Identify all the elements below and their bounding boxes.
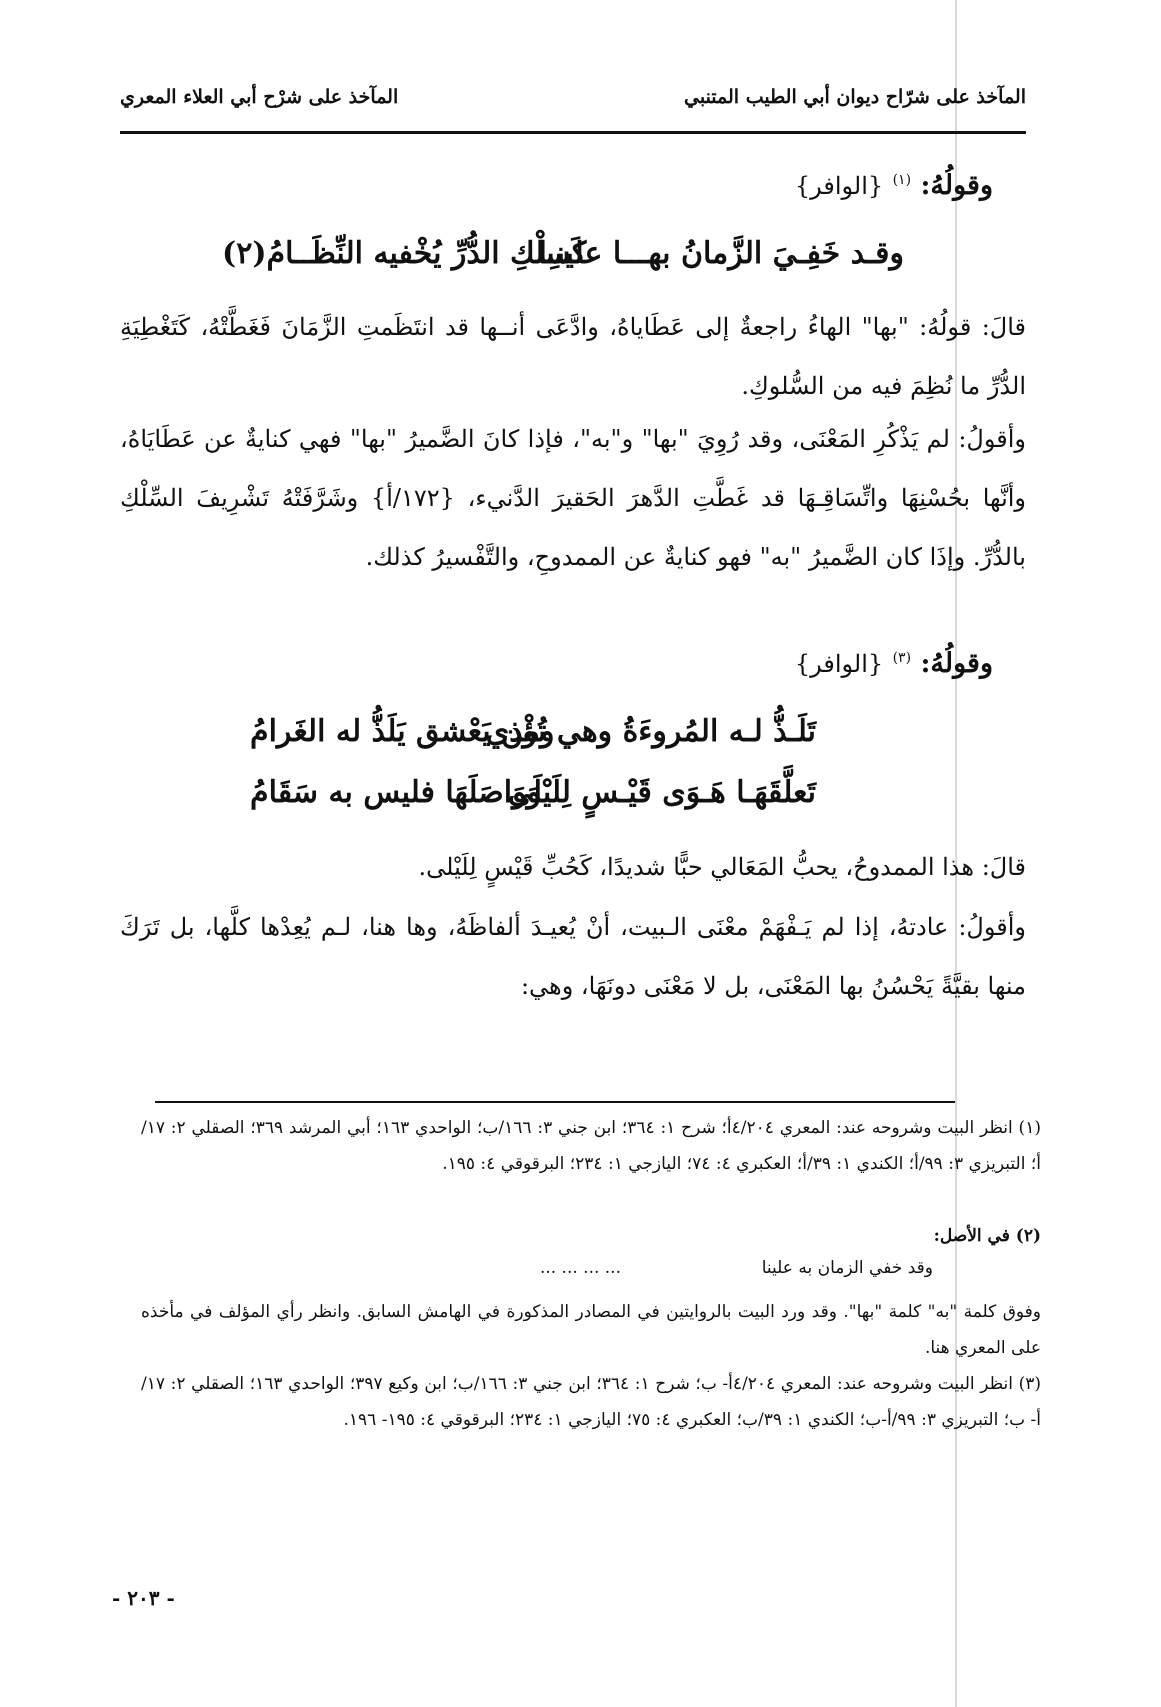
- section2-aqul-paragraph: [120, 898, 1026, 1016]
- footnote-3-text: (٣) انظر البيت وشروحه عند: المعري ٤/٢٠٤أ- ب؛ شرح ١: ٣٦٤؛ ابن جني ٣: ١٦٦/ب؛ ابن وكيع ٣٩٧؛ الواحدي ١٦٣؛ الصقلي ٢: ١٧/أ- ب؛ التبريزي ٣: ٩٩/أ-ب؛ الكندي ١: ٣٩/ب؛ العكبري ٤: ٧٥؛ اليازجي ١: ٢٣٤؛ البرقوقي ٤: ١٩٥- ١٩٦.: [141, 1374, 1041, 1430]
- qala-text: قالَ: قولُهُ: "بها" الهاءُ راجعةٌ إلى عَطَاياهُ، وادَّعَى أنــها قد انتَظَمتِ الزَّمَانَ فَغَطَّتْهُ، كَتَغْطِيَةِ الدُّرِّ ما نُظِمَ فيه من السُّلوكِ.: [120, 313, 1026, 400]
- meter-name: {الوافر}: [794, 650, 884, 678]
- header-book-title: المآخذ على شرّاح ديوان أبي الطيب المتنبي: [684, 86, 1026, 108]
- section2-intro: [795, 648, 993, 679]
- section2-qala-paragraph: [120, 838, 1026, 897]
- verse-second-hemistich: ومن يَعْشق يَلَذُّ له الغَرامُ: [250, 714, 555, 749]
- footnote-3: [141, 1366, 1041, 1438]
- verse-first-hemistich: تَعلَّقَهَـا هَـوَى قَيْـسٍ لِلَيْلَى: [507, 775, 816, 810]
- verse-first-hemistich: تَلَـذُّ لـه المُروءَةُ وهي تُؤْذي: [485, 714, 816, 749]
- footnote-1-text: (١) انظر البيت وشروحه عند: المعري ٤/٢٠٤أ؛ شرح ١: ٣٦٤؛ ابن جني ٣: ١٦٦/ب؛ الواحدي ١٦٣؛ أبي المرشد ٣٦٩؛ الصقلي ٢: ١٧/أ؛ التبريزي ٣: ٩٩/أ؛ الكندي ١: ٣٩/أ؛ العكبري ٤: ٧٤؛ اليازجي ١: ٢٣٤؛ البرقوقي ٤: ١٩٥.: [141, 1118, 1041, 1174]
- qala-text: قالَ: هذا الممدوحُ، يحبُّ المَعَالي حبًّا شديدًا، كَحُبِّ قَيْسٍ لِلَيْلى.: [418, 853, 1026, 881]
- running-header: [120, 86, 1026, 126]
- footnote-2-body: [141, 1294, 1041, 1366]
- aqul-text: وأقولُ: عادتهُ، إذا لم يَـفْهَمْ معْنَى الـبيت، أنْ يُعيـدَ ألفاظَهُ، وها هنا، لـم يُعِدْها كلَّها، بل تَرَكَ منها بقيَّةً يَحْسُنُ بها المَعْنَى، بل لا مَعْنَى دونَهَا، وهي:: [120, 913, 1026, 1000]
- verse-second-hemistich: وَوَاصَلَهَا فليس به سَقَامُ: [250, 775, 542, 810]
- section1-intro: [795, 170, 993, 201]
- section1-qala-paragraph: [120, 298, 1026, 416]
- section1-verse: [150, 236, 926, 286]
- footnote-2-verse-ellipsis: ... ... ... ...: [539, 1258, 621, 1278]
- footnote-2-head: (٢) في الأصل:: [933, 1226, 1041, 1246]
- footnote-mark: (١): [892, 172, 912, 188]
- meter-name: {الوافر}: [794, 172, 884, 200]
- intro-label: وقولُهُ:: [920, 648, 993, 679]
- section2-verse-1: [150, 714, 926, 764]
- footnote-1: [141, 1110, 1041, 1182]
- footnote-separator: [155, 1101, 955, 1103]
- footnote-2-text: وفوق كلمة "به" كلمة "بها". وقد ورد البيت بالروايتين في المصادر المذكورة في الهامش السابق. وانظر رأي المؤلف في مأخذه على المعري هنا.: [141, 1302, 1041, 1358]
- aqul-text: وأقولُ: لم يَذْكُرِ المَعْنَى، وقد رُوِيَ "بها" و"به"، فإذا كانَ الضَّميرُ "بها" فهي كنايةٌ عن عَطَايَاهُ، وأنَّها بحُسْنِهَا واتِّسَاقِـهَا قد غَطَّتِ الدَّهرَ الحَقيرَ الدَّنيء، {١٧٢/أ} وشَرَّفَتْهُ تَشْرِيفَ السِّلْكِ بالدُّرِّ. وإذَا كان الضَّميرُ "به" فهو كنايةٌ عن الممدوحِ، والتَّفْسيرُ كذلك.: [120, 425, 1027, 571]
- footnote-mark: (٣): [892, 650, 912, 666]
- verse-second-hemistich: كَسِلْكِ الدُّرِّ يُخْفيه النِّظَــامُ(٢): [222, 236, 587, 271]
- header-rule: [120, 131, 1026, 134]
- section1-aqul-paragraph: [120, 410, 1026, 587]
- footnote-2-verse-first: وقد خفي الزمان به علينا: [761, 1258, 933, 1278]
- header-chapter-title: المآخذ على شرْح أبي العلاء المعري: [120, 86, 399, 108]
- verse-first-hemistich: وقـد خَفِـيَ الزَّمانُ بهـــا علينـا: [538, 236, 904, 271]
- page-number: - ٢٠٣ -: [112, 1586, 175, 1610]
- section2-verse-2: [150, 775, 926, 825]
- intro-label: وقولُهُ:: [920, 170, 993, 201]
